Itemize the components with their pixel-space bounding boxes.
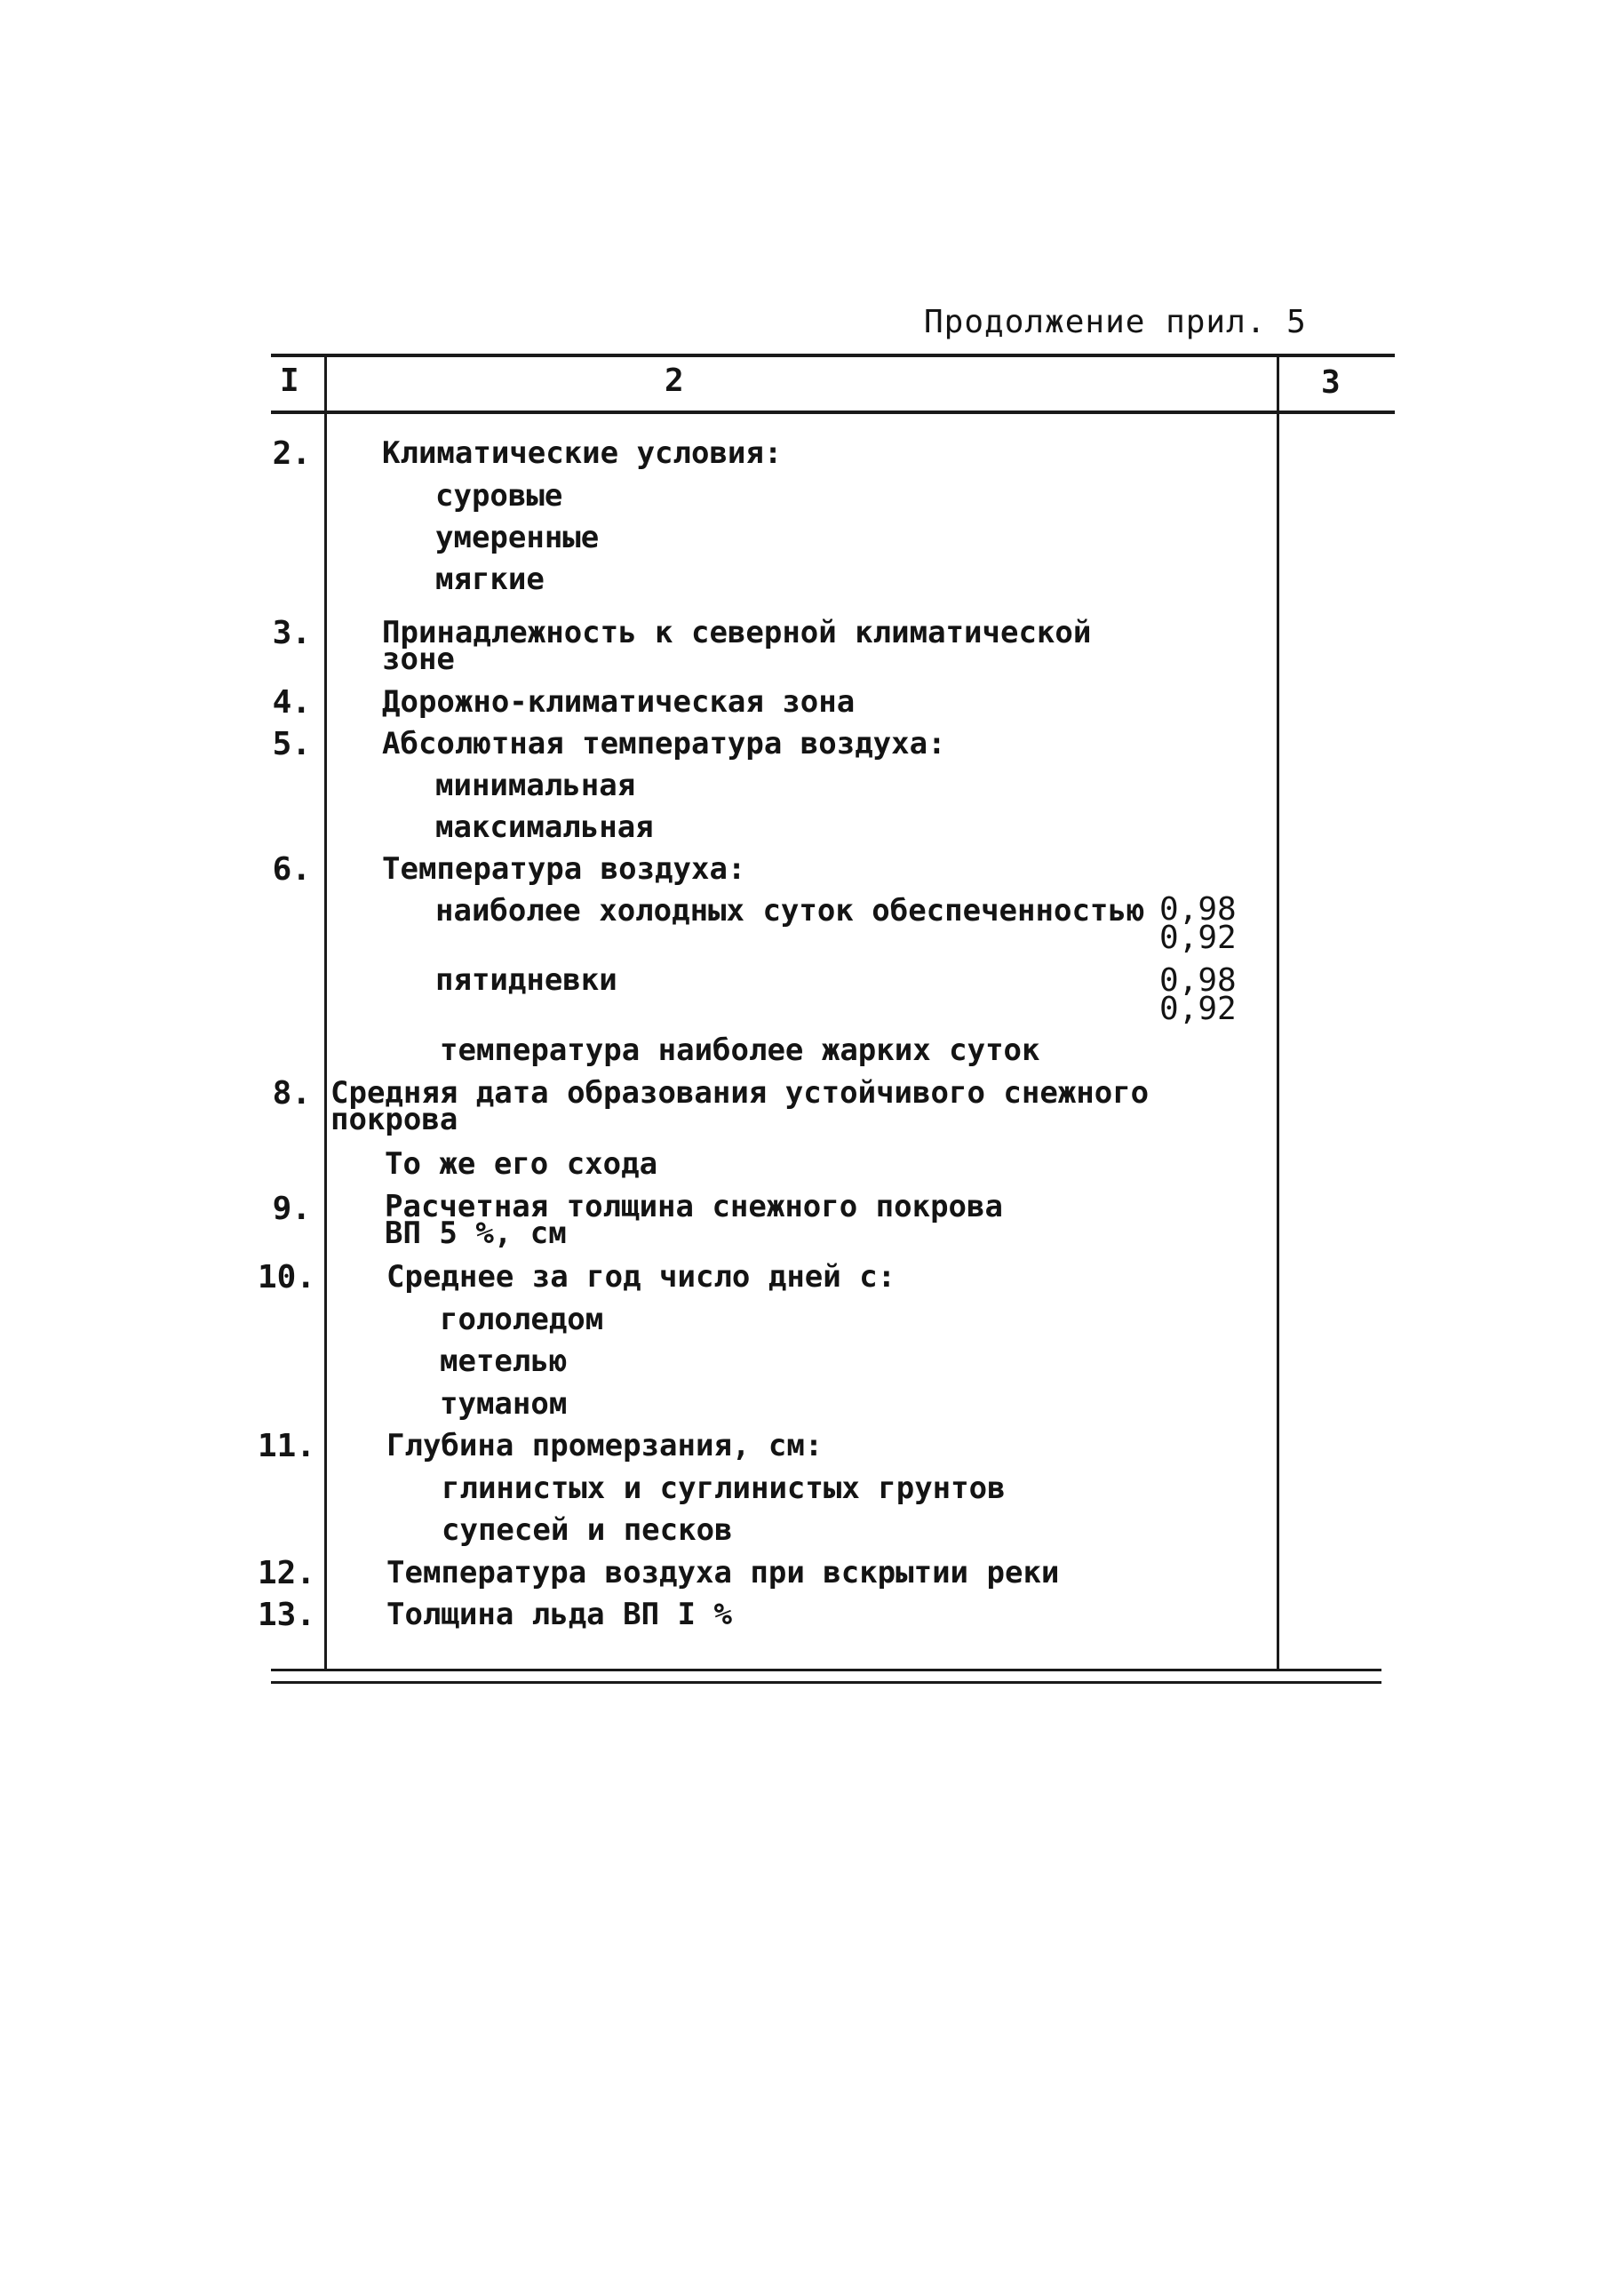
row-text: Абсолютная температура воздуха:: [382, 726, 946, 761]
row-text-continued: ВП 5 %, см: [385, 1216, 567, 1251]
row-subitem: метелью: [440, 1343, 568, 1379]
row-number: 10.: [258, 1259, 316, 1295]
row-text-continued: зоне: [382, 642, 455, 677]
table-top-rule: [271, 354, 1395, 357]
row-text: Среднее за год число дней с:: [386, 1259, 896, 1295]
row-number: 3.: [272, 615, 311, 651]
row-subitem: минимальная: [435, 768, 636, 803]
row-number: 4.: [272, 684, 311, 721]
row-number: 2.: [272, 435, 311, 472]
row-subitem: умеренные: [435, 520, 600, 555]
row-subitem: наиболее холодных суток обеспеченностью: [435, 893, 1145, 929]
column-header-3: 3: [1321, 364, 1341, 401]
row-text: Дорожно-климатическая зона: [382, 684, 856, 720]
row-subitem: гололедом: [440, 1302, 604, 1337]
probability-values: 0,98 0,92: [1159, 891, 1237, 956]
table-header-rule: [271, 411, 1395, 414]
row-number: 8.: [272, 1075, 311, 1112]
column-divider-2: [1277, 354, 1279, 1669]
table-caption: Продолжение прил. 5: [924, 304, 1307, 340]
column-divider-1: [324, 354, 327, 1669]
row-text: То же его схода: [385, 1146, 658, 1182]
row-text: Толщина льда ВП I %: [386, 1597, 732, 1632]
row-number: 6.: [272, 851, 311, 888]
row-subitem: туманом: [440, 1386, 568, 1422]
probability-values: 0,98 0,92: [1159, 962, 1237, 1027]
row-number: 13.: [258, 1597, 316, 1633]
column-header-2: 2: [665, 363, 684, 399]
row-text: Температура воздуха при вскрытии реки: [386, 1555, 1060, 1590]
row-text: Температура воздуха:: [382, 851, 746, 887]
row-subitem: пятидневки: [435, 962, 617, 998]
row-subitem: мягкие: [435, 562, 545, 597]
row-number: 9.: [272, 1191, 311, 1227]
row-subitem: суровые: [435, 478, 563, 514]
table-bottom-rule-2: [271, 1681, 1381, 1684]
row-text: Средняя дата образования устойчивого снежного: [330, 1075, 1150, 1111]
row-number: 12.: [258, 1555, 316, 1591]
row-number: 11.: [258, 1428, 316, 1464]
row-subitem: температура наиболее жарких суток: [440, 1032, 1040, 1068]
row-text: Расчетная толщина снежного покрова: [385, 1189, 1003, 1224]
row-subitem: супесей и песков: [442, 1512, 733, 1548]
row-number: 5.: [272, 726, 311, 762]
row-text: Глубина промерзания, см:: [386, 1428, 824, 1463]
row-text-continued: покрова: [330, 1102, 458, 1137]
row-text: Климатические условия:: [382, 435, 783, 471]
row-text: Принадлежность к северной климатической: [382, 615, 1092, 650]
row-subitem: глинистых и суглинистых грунтов: [442, 1471, 1006, 1506]
column-header-1: I: [280, 363, 299, 399]
table-bottom-rule-1: [271, 1669, 1381, 1671]
row-subitem: максимальная: [435, 809, 654, 845]
